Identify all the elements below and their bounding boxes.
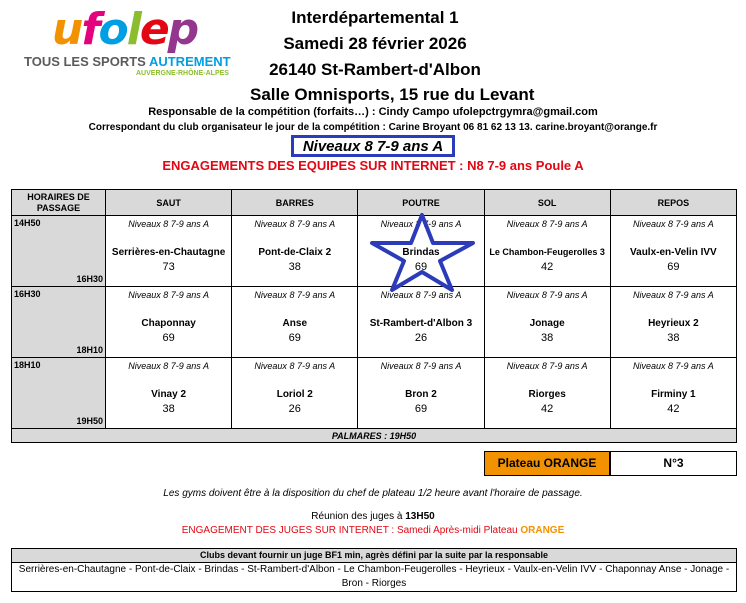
clubs-juges-box bbox=[11, 548, 737, 592]
cell-club: St-Rambert-d'Albon 3 bbox=[369, 318, 473, 329]
time-end: 16H30 bbox=[76, 274, 103, 284]
logo-tagline: TOUS LES SPORTS AUTREMENT bbox=[24, 54, 231, 69]
cell-level: Niveaux 8 7-9 ans A bbox=[506, 361, 588, 371]
competition-city: 26140 St-Rambert-d'Albon bbox=[269, 60, 481, 79]
plateau-label: Plateau ORANGE bbox=[484, 451, 610, 476]
column-header-barres: BARRES bbox=[232, 190, 358, 216]
cell-level: Niveaux 8 7-9 ans A bbox=[506, 219, 588, 229]
cell-level: Niveaux 8 7-9 ans A bbox=[128, 361, 209, 371]
rotation-cell bbox=[610, 287, 736, 358]
ufolep-logo bbox=[18, 6, 240, 78]
logo-region: AUVERGNE-RHÔNE-ALPES bbox=[136, 70, 229, 77]
cell-level: Niveaux 8 7-9 ans A bbox=[254, 219, 336, 229]
rotation-cell bbox=[106, 216, 232, 287]
cell-club: Loriol 2 bbox=[276, 389, 313, 400]
rotation-cell bbox=[358, 287, 484, 358]
cell-club: Bron 2 bbox=[405, 389, 437, 400]
rotation-cell bbox=[484, 216, 610, 287]
time-slot bbox=[12, 216, 106, 287]
cell-club: Jonage bbox=[529, 318, 565, 329]
cell-department: 26 bbox=[414, 332, 428, 344]
cell-level: Niveaux 8 7-9 ans A bbox=[254, 290, 336, 300]
cell-department: 69 bbox=[414, 403, 428, 415]
cell-club: Heyrieux 2 bbox=[648, 318, 699, 329]
time-slot bbox=[12, 287, 106, 358]
cell-department: 38 bbox=[288, 261, 301, 273]
competition-date: Samedi 28 février 2026 bbox=[283, 34, 467, 53]
engagements-line: ENGAGEMENTS DES EQUIPES SUR INTERNET : N8 7-9 ans Poule A bbox=[162, 158, 584, 173]
cell-club: Anse bbox=[282, 318, 307, 329]
rotation-cell bbox=[232, 216, 358, 287]
palmares-label: PALMARES : 19H50 bbox=[12, 429, 737, 443]
cell-club: Firminy 1 bbox=[651, 389, 696, 400]
column-header-poutre: POUTRE bbox=[358, 190, 484, 216]
cell-department: 69 bbox=[288, 332, 301, 344]
cell-level: Niveaux 8 7-9 ans A bbox=[633, 219, 714, 229]
reunion-time: 13H50 bbox=[405, 511, 435, 522]
column-header-repos: REPOS bbox=[610, 190, 736, 216]
cell-department: 69 bbox=[162, 332, 175, 344]
cell-club: Riorges bbox=[528, 389, 566, 400]
cell-level: Niveaux 8 7-9 ans A bbox=[380, 361, 462, 371]
time-end: 18H10 bbox=[76, 345, 103, 355]
cell-department: 69 bbox=[414, 261, 428, 273]
time-slot bbox=[12, 358, 106, 429]
cell-department: 69 bbox=[667, 261, 680, 273]
cell-club: Vinay 2 bbox=[151, 389, 187, 400]
cell-club: Pont-de-Claix 2 bbox=[258, 247, 332, 258]
cell-department: 38 bbox=[162, 403, 175, 415]
cell-department: 42 bbox=[541, 261, 554, 273]
time-column-header: HORAIRES DE PASSAGE bbox=[12, 190, 106, 216]
cell-club: Le Chambon-Feugerolles 3 bbox=[489, 247, 605, 257]
rotation-cell bbox=[232, 358, 358, 429]
cell-level: Niveaux 8 7-9 ans A bbox=[506, 290, 588, 300]
table-header-row bbox=[12, 190, 737, 216]
rotation-cell bbox=[610, 358, 736, 429]
table-row bbox=[12, 287, 737, 358]
rotation-cell bbox=[106, 287, 232, 358]
juges-note: ENGAGEMENT DES JUGES SUR INTERNET : Samedi Après-midi Plateau ORANGE bbox=[181, 525, 565, 536]
cell-department: 26 bbox=[288, 403, 301, 415]
time-start: 16H30 bbox=[14, 289, 41, 299]
reunion-note: Réunion des juges à 13H50 bbox=[311, 511, 435, 522]
column-header-sol: SOL bbox=[484, 190, 610, 216]
rotation-cell bbox=[610, 216, 736, 287]
cell-level: Niveaux 8 7-9 ans A bbox=[380, 219, 462, 229]
table-row bbox=[12, 358, 737, 429]
cell-level: Niveaux 8 7-9 ans A bbox=[128, 290, 209, 300]
cell-level: Niveaux 8 7-9 ans A bbox=[633, 361, 714, 371]
juges-plateau: ORANGE bbox=[520, 525, 565, 536]
cell-club: Chaponnay bbox=[141, 318, 196, 329]
column-header-saut: SAUT bbox=[106, 190, 232, 216]
cell-level: Niveaux 8 7-9 ans A bbox=[128, 219, 209, 229]
competition-title: Interdépartemental 1 bbox=[291, 8, 459, 27]
cell-department: 42 bbox=[667, 403, 680, 415]
cell-department: 38 bbox=[541, 332, 554, 344]
time-start: 18H10 bbox=[14, 360, 41, 370]
gyms-note: Les gyms doivent être à la disposition du chef de plateau 1/2 heure avant l'horaire de passage. bbox=[163, 488, 583, 499]
logo-wordmark: ufolep bbox=[52, 4, 198, 55]
palmares-row bbox=[12, 429, 737, 443]
competition-venue: Salle Omnisports, 15 rue du Levant bbox=[250, 85, 535, 104]
rotation-cell bbox=[484, 358, 610, 429]
schedule-table bbox=[11, 189, 737, 443]
cell-department: 38 bbox=[667, 332, 680, 344]
time-start: 14H50 bbox=[14, 218, 41, 228]
time-end: 19H50 bbox=[76, 416, 103, 426]
cell-club: Serrières-en-Chautagne bbox=[111, 247, 226, 258]
rotation-cell bbox=[232, 287, 358, 358]
rotation-cell bbox=[358, 358, 484, 429]
responsable-line: Responsable de la compétition (forfaits…) : Cindy Campo ufolepctrgymra@gmail.com bbox=[148, 106, 598, 118]
cell-level: Niveaux 8 7-9 ans A bbox=[254, 361, 336, 371]
cell-department: 73 bbox=[162, 261, 175, 273]
cell-club: Vaulx-en-Velin IVV bbox=[630, 247, 717, 258]
plateau-number: N°3 bbox=[610, 451, 737, 476]
cell-level: Niveaux 8 7-9 ans A bbox=[633, 290, 714, 300]
table-row bbox=[12, 216, 737, 287]
correspondant-line: Correspondant du club organisateur le jour de la compétition : Carine Broyant 06 81 62 13 13. carine.broyant@orange.fr bbox=[88, 122, 658, 133]
cell-department: 42 bbox=[541, 403, 554, 415]
rotation-cell bbox=[106, 358, 232, 429]
clubs-list: Serrières-en-Chautagne - Pont-de-Claix - Brindas - St-Rambert-d'Albon - Le Chambon-Feugerolles - Heyrieux - Vaulx-en-Velin IVV - Chaponnay Anse - Jonage - Bron - Riorges bbox=[18, 564, 730, 589]
cell-club: Brindas bbox=[402, 247, 440, 258]
rotation-cell bbox=[358, 216, 484, 287]
clubs-header: Clubs devant fournir un juge BF1 min, agrès défini par la suite par la responsable bbox=[12, 549, 736, 563]
cell-level: Niveaux 8 7-9 ans A bbox=[380, 290, 462, 300]
rotation-cell bbox=[484, 287, 610, 358]
level-badge: Niveaux 8 7-9 ans A bbox=[291, 135, 455, 157]
